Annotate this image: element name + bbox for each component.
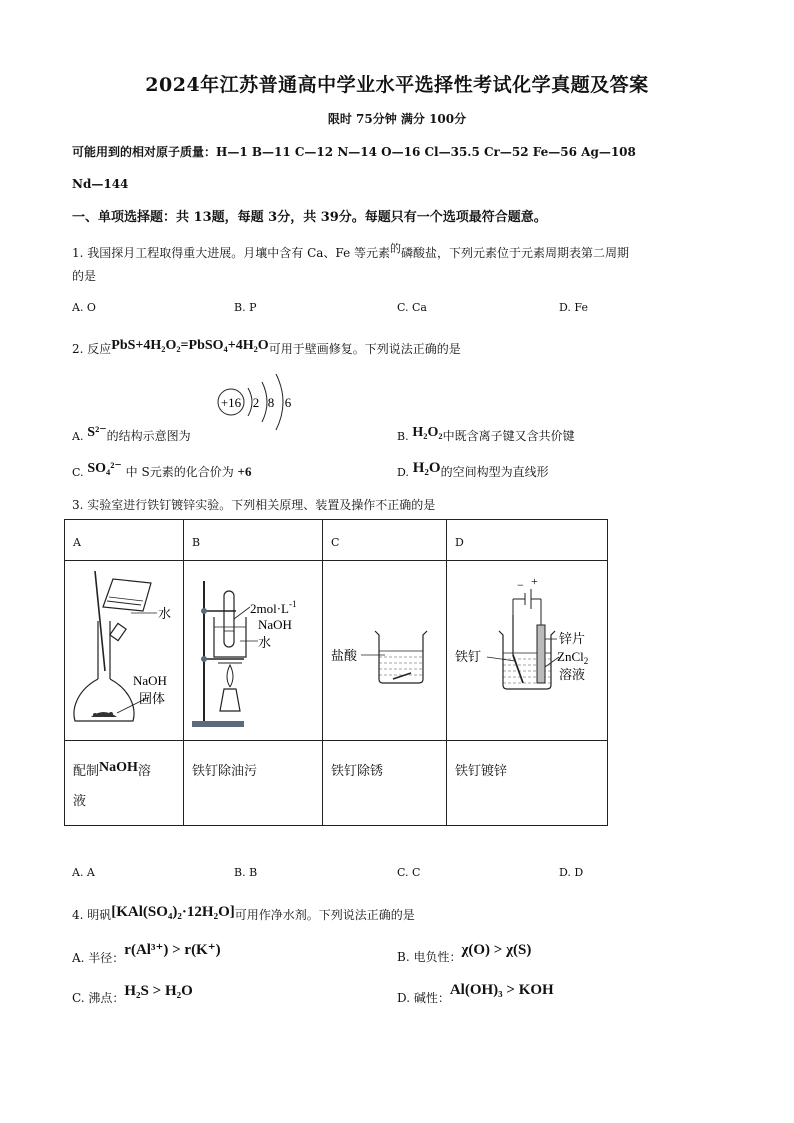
label-hydrochloric-acid: 盐酸 [331, 648, 358, 663]
q2-option-c-text: 中 S元素的化合价为 [125, 465, 234, 479]
q4-option-a-label: A. 半径： [72, 951, 125, 965]
section-heading: 一、单项选择题：共 13题，每题 3分，共 39分。每题只有一个选项最符合题意。 [72, 210, 547, 225]
q1-option-c: C. Ca [397, 301, 427, 314]
q4-stem [72, 906, 415, 924]
volumetric-flask-diagram [65, 561, 183, 737]
q3-caption-c: 铁钉除锈 [323, 741, 447, 826]
q4-option-d-expr: Al(OH)₃ > KOH [449, 982, 554, 998]
q3-option-c: C. C [397, 866, 421, 879]
plus-terminal: + [531, 574, 538, 588]
q1-stem-de: 的 [390, 242, 402, 255]
q2-option-c-ion: SO₄²⁻ [87, 461, 122, 476]
q3-image-c [323, 561, 447, 741]
q2-option-d-formula: H₂O [412, 460, 441, 476]
q4-prefix: 4. 明矾 [72, 908, 112, 922]
q2-option-d-label: D. [397, 466, 409, 479]
q2-option-a-text: 的结构示意图为 [106, 429, 191, 443]
q2-option-c-value: +6 [237, 464, 252, 479]
atomic-masses-line-1: 可能用到的相对原子质量：H—1 B—11 C—12 N—14 O—16 Cl—35.5 Cr—52 Fe—56 Ag—108 [72, 145, 636, 159]
q2-prefix: 2. 反应 [72, 342, 112, 356]
q2-option-a [72, 427, 191, 445]
q2-option-b-formula: H₂O₂ [412, 425, 443, 440]
q3-header-c: C [323, 520, 447, 561]
q2-suffix: 可用于壁画修复。下列说法正确的是 [268, 342, 461, 356]
q2-option-b [397, 427, 575, 445]
q4-option-d-label: D. 碱性： [397, 991, 450, 1005]
minus-terminal: − [517, 578, 524, 592]
q4-option-c-expr: H₂S > H₂O [124, 983, 193, 999]
heating-apparatus-diagram [184, 561, 322, 737]
label-solid: 固体 [139, 691, 166, 706]
q1-option-d: D. Fe [559, 301, 588, 314]
q3-image-d [447, 561, 608, 741]
shell-2-count: 8 [267, 395, 275, 410]
q3-header-b: B [184, 520, 323, 561]
q3-caption-d: 铁钉镀锌 [447, 741, 608, 826]
label-naoh-solution: NaOH [258, 617, 292, 632]
q3-stem: 3. 实验室进行铁钉镀锌实验。下列相关原理、装置及操作不正确的是 [72, 498, 436, 512]
q4-option-c [72, 983, 193, 1007]
q3-caption-a: 配制NaOH溶 液 [65, 741, 184, 826]
q4-option-a [72, 942, 221, 967]
q3-option-b: B. B [234, 866, 258, 879]
q2-option-d-text: 的空间构型为直线形 [440, 465, 549, 479]
q3-image-b [184, 561, 323, 741]
label-zncl2: ZnCl$_2$ [557, 649, 589, 666]
q1-stem-a: 1. 我国探月工程取得重大进展。月壤中含有 Ca、Fe 等元素 [72, 246, 391, 260]
q4-option-c-label: C. 沸点： [72, 991, 125, 1005]
label-iron-nail: 铁钉 [455, 649, 482, 664]
q4-option-b-expr: χ(O) > χ(S) [461, 942, 532, 958]
q1-stem-line1 [72, 240, 629, 261]
q4-option-b-label: B. 电负性： [397, 950, 462, 964]
q3-header-a: A [65, 520, 184, 561]
page-title: 2024年江苏普通高中学业水平选择性考试化学真题及答案 [145, 74, 649, 96]
q3-image-a [65, 561, 184, 741]
q4-option-d [397, 982, 554, 1007]
q4-option-b [397, 942, 532, 966]
q3-caption-b: 铁钉除油污 [184, 741, 323, 826]
label-naoh: NaOH [133, 673, 167, 688]
exam-time-and-score: 限时 75分钟 满分 100分 [327, 112, 467, 126]
atomic-masses-line-2: Nd—144 [72, 177, 129, 191]
q1-option-b: B. P [234, 301, 257, 314]
q2-option-a-ion: S²⁻ [87, 425, 107, 440]
q4-suffix: 可用作净水剂。下列说法正确的是 [234, 908, 415, 922]
q3-option-a: A. A [72, 866, 95, 879]
q1-option-a: A. O [72, 301, 96, 314]
nucleus-charge: +16 [220, 395, 242, 410]
q2-option-c [72, 463, 251, 481]
q3-option-d: D. D [559, 866, 584, 879]
q2-option-b-text: 中既含离子键又含共价键 [442, 429, 575, 443]
q2-option-d [397, 460, 549, 481]
acid-beaker-diagram [323, 561, 446, 737]
shell-1-count: 2 [252, 395, 260, 410]
electroplating-cell-diagram [447, 561, 607, 737]
q4-formula: [KAl(SO₄)₂·12H₂O] [111, 904, 235, 920]
q3-apparatus-table [64, 519, 608, 826]
q2-option-a-label: A. [72, 430, 84, 443]
label-water-bath: 水 [258, 635, 272, 650]
q2-option-b-label: B. [397, 430, 409, 443]
shell-3-count: 6 [284, 395, 292, 410]
label-solution: 溶液 [559, 667, 586, 682]
label-concentration: $2mol\cdot L^{-1}$ [250, 599, 297, 616]
q3-header-d: D [447, 520, 608, 561]
sulfur-ion-structure-diagram [210, 368, 310, 440]
label-water: 水 [158, 606, 172, 621]
q2-equation: PbS+4H₂O₂=PbSO₄+4H₂O [111, 338, 269, 353]
q4-option-a-expr: r(Al³⁺) > r(K⁺) [124, 942, 221, 958]
q1-stem-b: 磷酸盐，下列元素位于元素周期表第二周期 [401, 246, 630, 260]
label-zinc-plate: 锌片 [559, 631, 586, 646]
q2-stem [72, 340, 461, 358]
q1-stem-line2: 的是 [72, 269, 97, 283]
q2-option-c-label: C. [72, 466, 84, 479]
